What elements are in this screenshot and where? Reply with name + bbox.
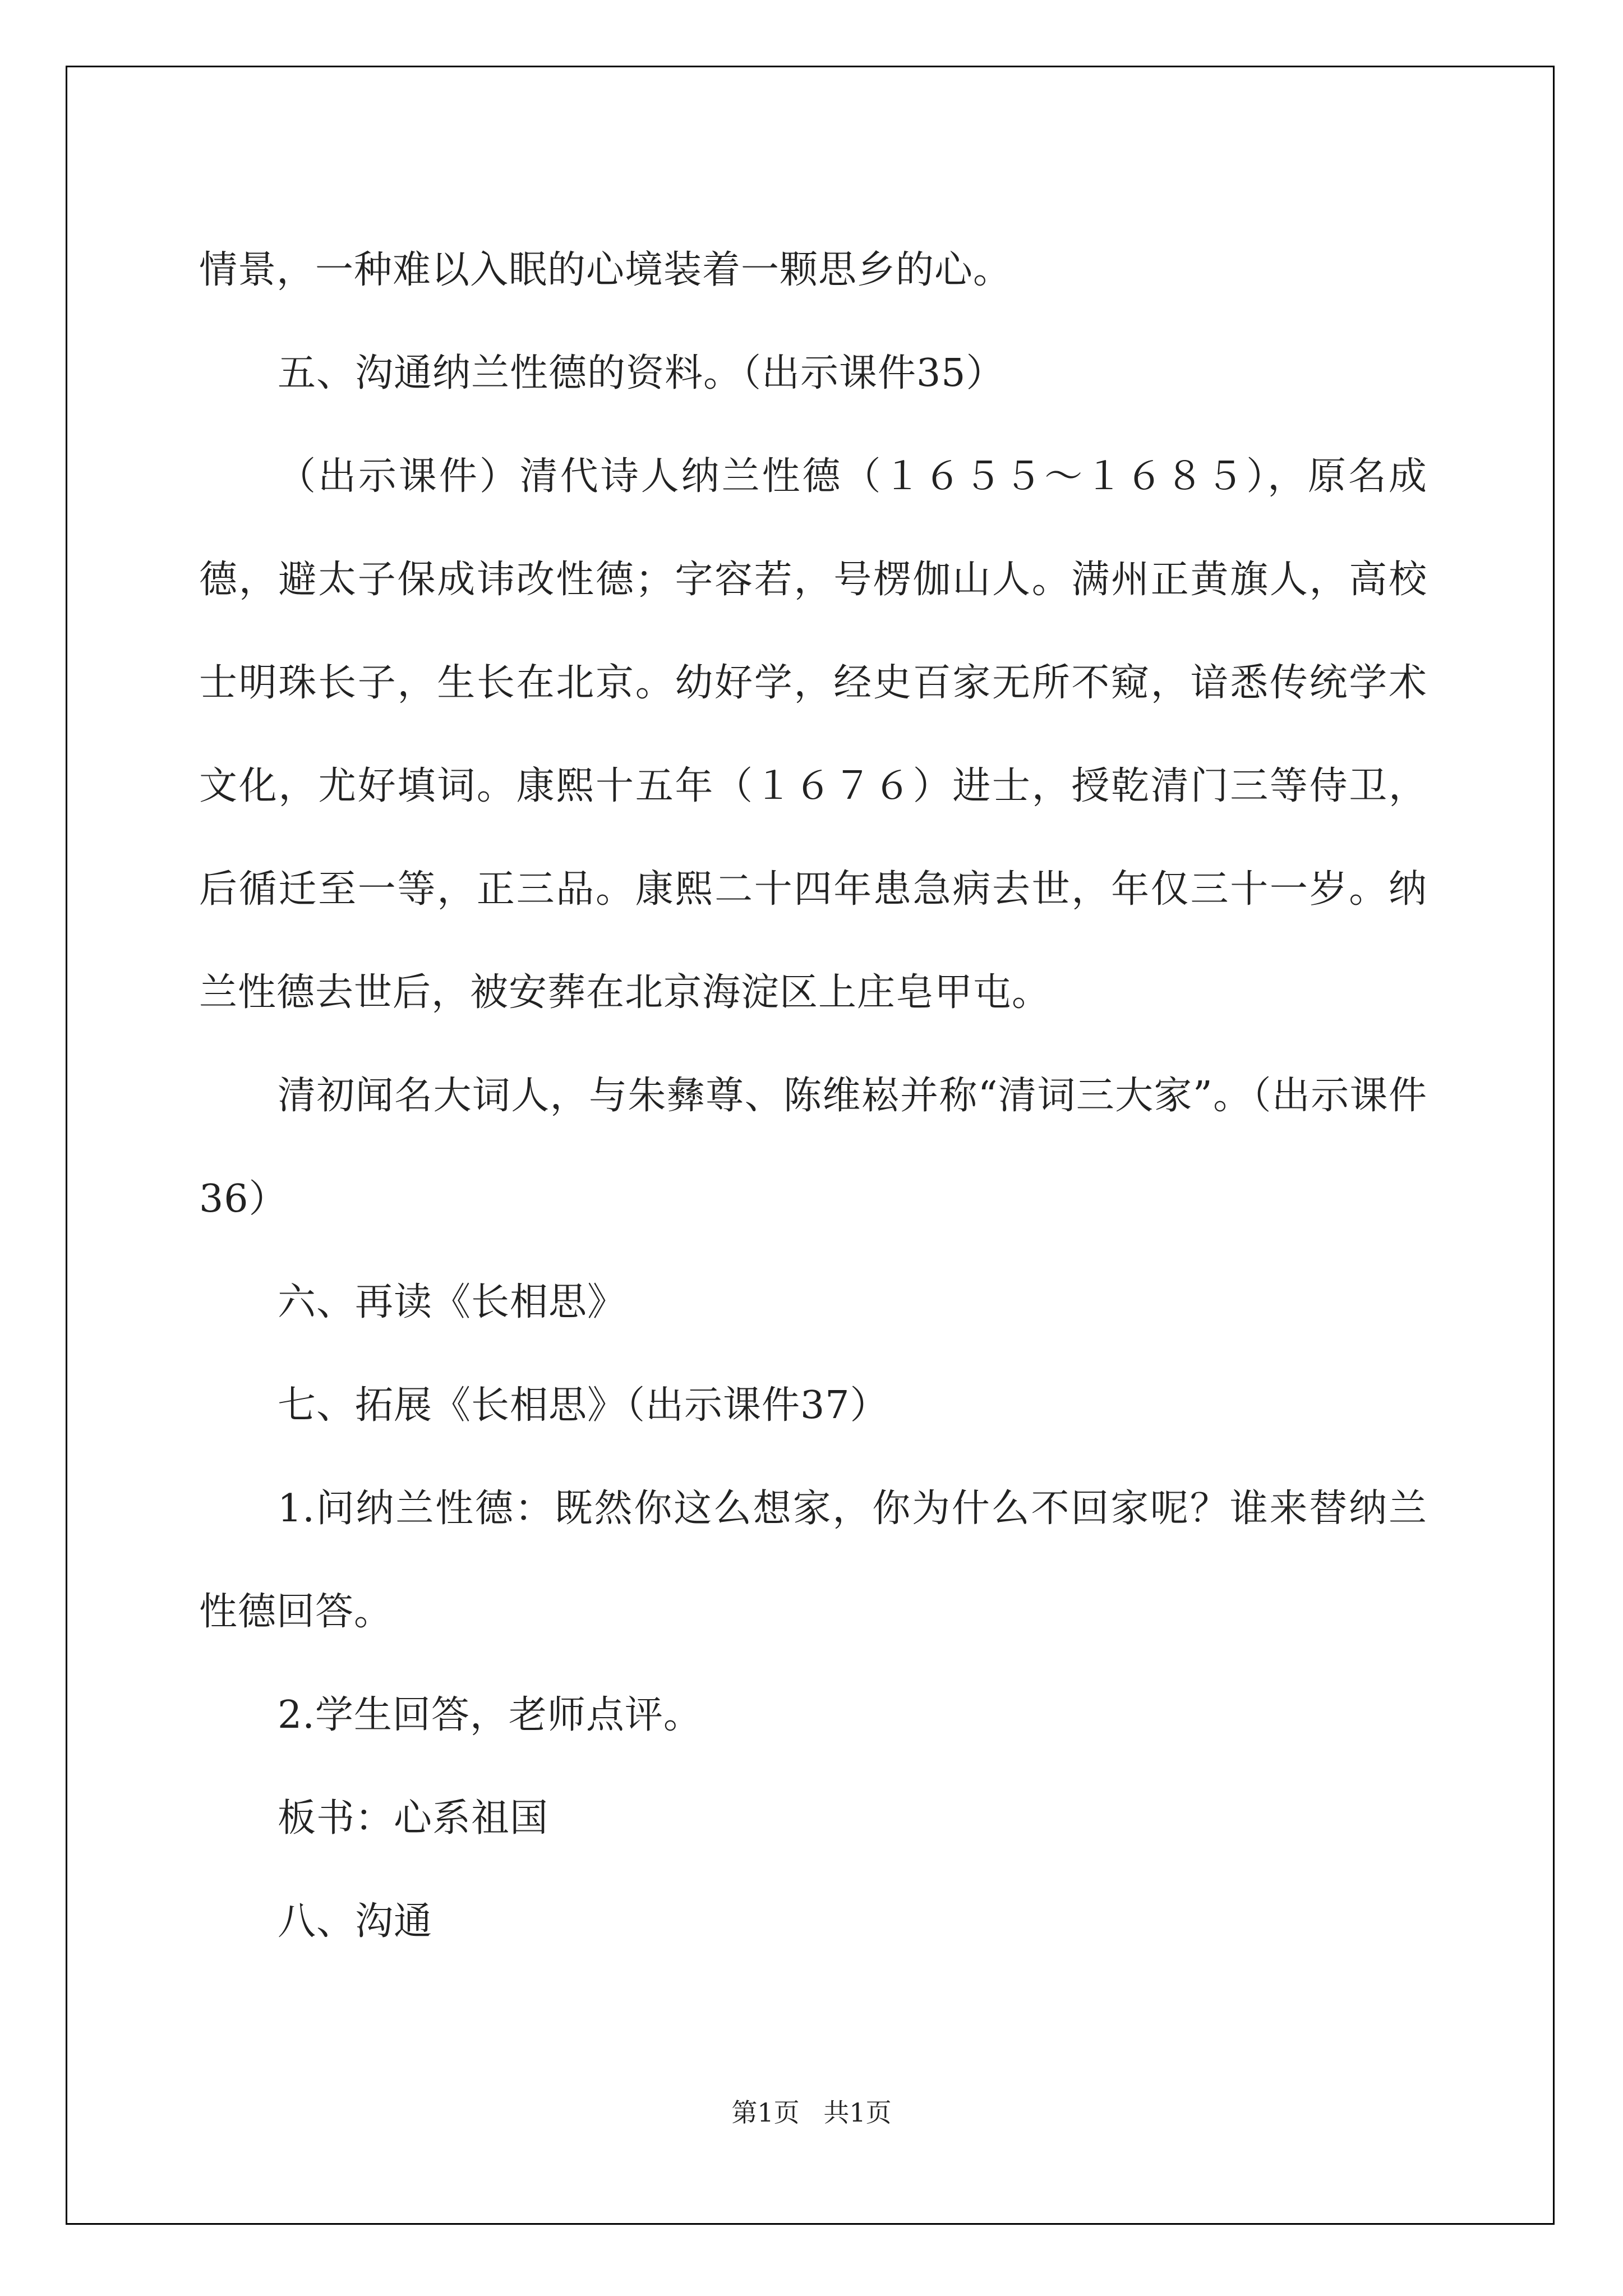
paragraph-5: 六、再读《长相思》: [278, 1280, 626, 1324]
document-body: [199, 219, 1427, 1973]
paragraph-2: 五、沟通纳兰性德的资料。（出示课件35）: [278, 351, 1005, 395]
page-footer: [0, 2092, 1623, 2129]
paragraph-6: 七、拓展《长相思》（出示课件37）: [278, 1383, 889, 1428]
paragraph-1: 情景，一种难以入眠的心境装着一颗思乡的心。: [199, 248, 1012, 292]
paragraph-4: 清初闻名大词人，与朱彝尊、陈维崧并称“清词三大家”。（出示课件36）: [199, 1074, 1427, 1221]
paragraph-10: 八、沟通: [278, 1899, 433, 1944]
page-number: 第1页: [731, 2097, 800, 2128]
paragraph-7: 1.问纳兰性德：既然你这么想家，你为什么不回家呢？谁来替纳兰性德回答。: [199, 1487, 1427, 1634]
paragraph-9: 板书：心系祖国: [278, 1796, 549, 1841]
paragraph-8: 2.学生回答，老师点评。: [278, 1693, 702, 1737]
paragraph-3: （出示课件）清代诗人纳兰性德（１６５５～１６８５），原名成德，避太子保成讳改性德；字容若，号楞伽山人。满州正黄旗人，高校士明珠长子，生长在北京。幼好学，经史百家无所不窥，谙悉传统学术文化，尤好填词。康熙十五年（１６７６）进士，授乾清门三等侍卫，后循迁至一等，正三品。康熙二十四年患急病去世，年仅三十一岁。纳兰性德去世后，被安葬在北京海淀区上庄皂甲屯。: [199, 454, 1427, 1015]
page-total: 共1页: [823, 2097, 892, 2128]
